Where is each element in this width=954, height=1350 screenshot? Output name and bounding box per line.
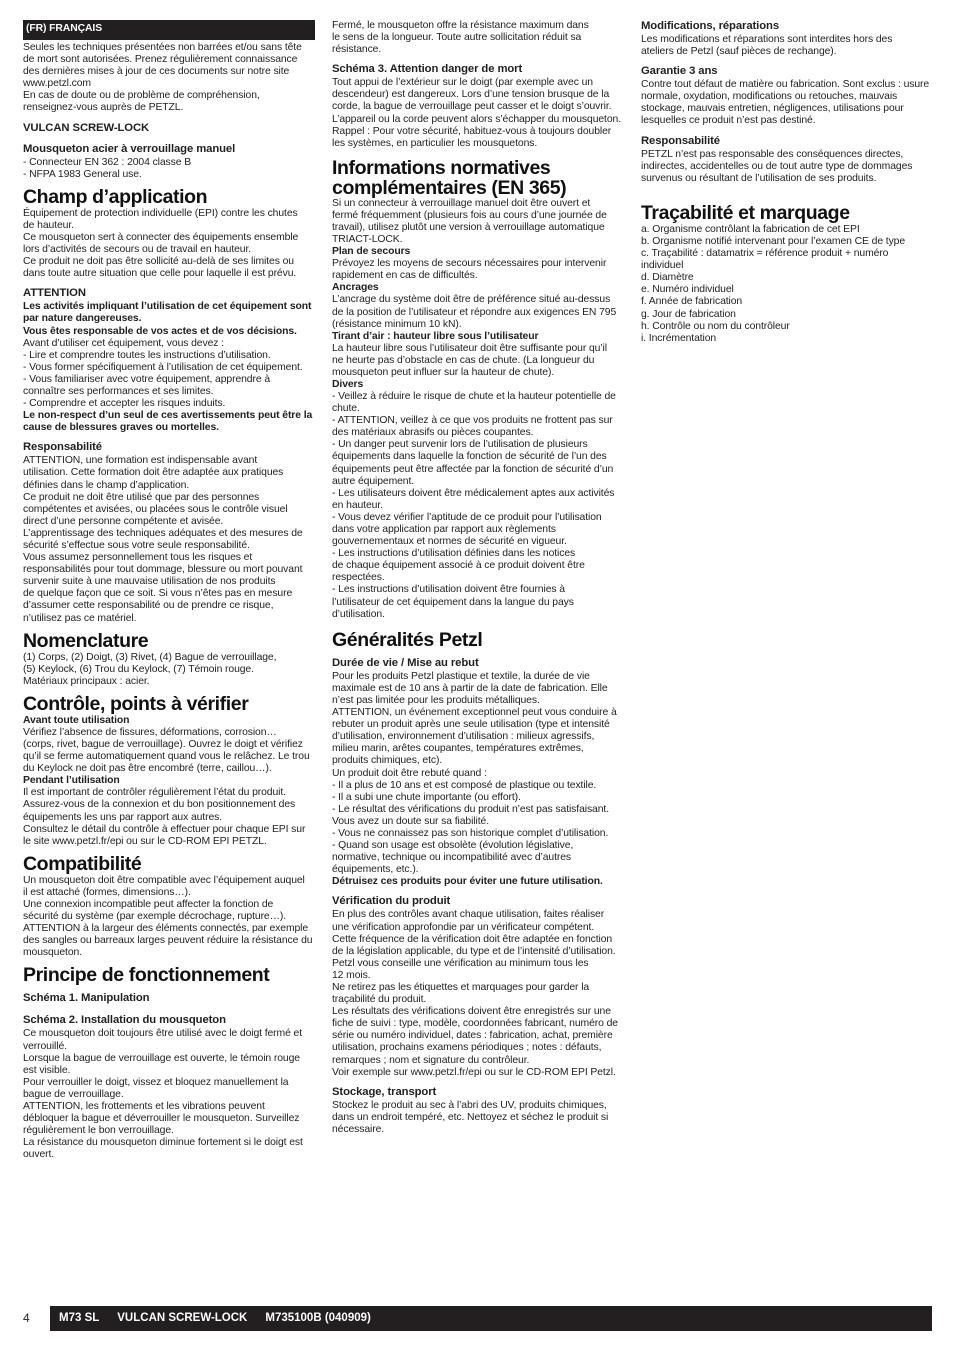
verification-text: En plus des contrôles avant chaque utilisation, faites réaliser une vérification approfondie par un vérificateur compétent. Cette fréquence de la vérification doit être adaptée en fonction de la législation applicable, du type et de l’intensité d’utilisation. Petzl vous conseille une vérification au minimum tous les 12 mois. Ne retirez pas les étiquettes et marquages pour garder la traçabilité du produit. Les résultats des vérifications doivent être enregistrés sur une fiche de suivi : type, modèle, coordonnées fabricant, numéro de série ou numéro individuel, dates : fabrication, achat, première utilisation, prochains examens périodiques ; notes : défauts, remarques ; nom et signature du contrôleur. Voir exemple sur www.petzl.fr/epi ou sur le CD-ROM EPI Petzl. <box>332 909 618 1078</box>
schema-2-heading: Schéma 2. Installation du mousqueton <box>23 1014 226 1027</box>
product-description: Mousqueton acier à verrouillage manuel <box>23 142 236 155</box>
page-number: 4 <box>23 1311 30 1325</box>
tirant-air-text: La hauteur libre sous l’utilisateur doit être suffisante pour qu’il ne heurte pas d’obstacle en cas de chute. (La longueur du mousqueton peut influer sur la hauteur de chute). <box>332 342 607 378</box>
attention-bold-2: Vous êtes responsable de vos actes et de vos décisions. <box>23 325 297 337</box>
attention-text: Avant d’utiliser cet équipement, vous devez : - Lire et comprendre toutes les instructions d’utilisation. - Vous former spécifiquement à l’utilisation de cet équipement. - Vous familiariser avec votre équipement, apprendre à connaître ses performances et ses limites. - Comprendre et accepter les risques induits. <box>23 337 303 410</box>
section-title-nomenclature: Nomenclature <box>23 629 149 652</box>
section-title-generalites: Généralités Petzl <box>332 628 483 651</box>
modifications-text: Les modifications et réparations sont interdites hors des ateliers de Petzl (sauf pièces de rechange). <box>641 34 893 58</box>
garantie-heading: Garantie 3 ans <box>641 65 718 78</box>
column-right <box>641 20 933 345</box>
section-title-champ: Champ d’application <box>23 185 208 208</box>
duree-vie-bold: Détruisez ces produits pour éviter une future utilisation. <box>332 876 603 888</box>
schema-1-heading: Schéma 1. Manipulation <box>23 992 150 1005</box>
footer-reference: M735100B (040909) <box>265 1312 371 1324</box>
principe-text: Ce mousqueton doit toujours être utilisé avec le doigt fermé et verrouillé. Lorsque la bague de verrouillage est ouverte, le témoin rouge est visible. Pour verrouiller le doigt, vissez et bloquez manuellement la bague de verrouillage. ATTENTION, les frottements et les vibrations peuvent débloquer la bague et déverrouiller le mousqueton. Surveillez régulièrement le bon verrouillage. La résistance du mousqueton diminue fortement si le doigt est ouvert. <box>23 1028 303 1161</box>
responsabilite-petzl-text: PETZL n’est pas responsable des conséquences directes, indirectes, accidentelles ou de tout autre type de dommages survenus ou résultant de l’utilisation de ses produits. <box>641 148 913 184</box>
footer-bar <box>50 1306 932 1331</box>
compatibilite-text: Un mousqueton doit être compatible avec l’équipement auquel il est attaché (formes, dimensions…). Une connexion incompatible peut affecter la fonction de sécurité du système (par exemple décrochage, rupture…). ATTENTION à la largeur des éléments connectés, par exemple des sangles ou barreaux larges peuvent réduire la résistance du mousqueton. <box>23 874 313 959</box>
ancrages-text: L’ancrage du système doit être de préférence situé au-dessus de la position de l’utilisateur et répondre aux exigences EN 795 (résistance minimum 10 kN). <box>332 294 617 330</box>
modifications-heading: Modifications, réparations <box>641 20 780 32</box>
ancrages-heading: Ancrages <box>332 282 379 294</box>
section-title-principe: Principe de fonctionnement <box>23 964 270 987</box>
responsabilite-text: ATTENTION, une formation est indispensable avant utilisation. Cette formation doit être adaptée aux pratiques définies dans le champ d’application. Ce produit ne doit être utilisé que par des personnes compétentes et avisées, ou placées sous le contrôle visuel direct d’une personne compétente et avisée. L’apprentissage des techniques adéquates et des mesures de sécurité s’effectue sous votre seule responsabilité. Vous assumez personnellement tous les risques et responsabilités pour tout dommage, blessure ou mort pouvant survenir suite à une mauvaise utilisation de nos produits de quelque façon que ce soit. Si vous n’êtes pas en mesure d’assumer cette responsabilité ou de prendre ce risque, n’utilisez pas ce matériel. <box>23 455 303 624</box>
duree-vie-heading: Durée de vie / Mise au rebut <box>332 656 479 669</box>
product-name: VULCAN SCREW-LOCK <box>23 121 150 134</box>
schema-3-text: Tout appui de l’extérieur sur le doigt (par exemple avec un descendeur) est dangereux. Lors d’une tension brusque de la corde, la bague de verrouillage peut casser et le doigt s’ouvrir. L’appareil ou la corde peuvent alors s’échapper du mousqueton. Rappel : Pour votre sécurité, habituez-vous à toujours doubler les systèmes, en particulier les mousquetons. <box>332 77 621 149</box>
column-left <box>23 20 315 1161</box>
product-norms: - Connecteur EN 362 : 2004 classe B - NFPA 1983 General use. <box>23 156 192 180</box>
champ-text: Équipement de protection individuelle (EPI) contre les chutes de hauteur. Ce mousqueton sert à connecter des équipements ensemble lors d’activités de secours ou de travail en hauteur. Ce produit ne doit pas être sollicité au-delà de ses limites ou dans toute autre situation que celle pour laquelle il est prévu. <box>23 207 299 280</box>
section-title-informations-normatives: Informations normatives complémentaires (EN 365) <box>332 156 567 199</box>
responsabilite-heading: Responsabilité <box>23 441 102 454</box>
attention-bold-3: Le non-respect d’un seul de ces avertissements peut être la cause de blessures graves ou mortelles. <box>23 410 313 434</box>
controle-pendant-text: Il est important de contrôler régulièrement l’état du produit. Assurez-vous de la connexion et du bon positionnement des équipements les uns par rapport aux autres. Consultez le détail du contrôle à effectuer pour chaque EPI sur le site www.petzl.fr/epi ou sur le CD-ROM EPI PETZL. <box>23 787 306 847</box>
controle-pendant-heading: Pendant l’utilisation <box>23 775 120 787</box>
intro-text: Seules les techniques présentées non barrées et/ou sans tête de mort sont autorisées. Prenez régulièrement connaissance des dernières mises à jour de ces documents sur notre site www.petzl.com En cas de doute ou de problème de compréhension, renseignez-vous auprès de PETZL. <box>23 42 302 114</box>
plan-secours-heading: Plan de secours <box>332 246 411 258</box>
nomenclature-text: (1) Corps, (2) Doigt, (3) Rivet, (4) Bague de verrouillage, (5) Keylock, (6) Trou du Keylock, (7) Témoin rouge. Matériaux principaux : acier. <box>23 651 277 687</box>
divers-text: - Veillez à réduire le risque de chute et la hauteur potentielle de chute. - ATTENTION, veillez à ce que vos produits ne frottent pas sur des matériaux abrasifs ou pièces coupantes. - Un danger peut survenir lors de l’utilisation de plusieurs équipements dans laquelle la fonction de sécurité de l’un des équipements peut être affectée par la fonction de sécurité d’un autre équipement. - Les utilisateurs doivent être médicalement aptes aux activités en hauteur. - Vous devez vérifier l’aptitude de ce produit pour l’utilisation dans votre application par rapport aux règlements gouvernementaux et normes de sécurité en vigueur. - Les instructions d’utilisation définies dans les notices de chaque équipement associé à ce produit doivent être respectées. - Les instructions d’utilisation doivent être fournies à l’utilisateur de cet équipement dans la langue du pays d’utilisation. <box>332 390 616 620</box>
tracabilite-text: a. Organisme contrôlant la fabrication de cet EPI b. Organisme notifié intervenant pour l’examen CE de type c. Traçabilité : datamatrix = référence produit + numéro individuel d. Diamètre e. Numéro individuel f. Année de fabrication g. Jour de fabrication h. Contrôle ou nom du contrôleur i. Incrémentation <box>641 223 906 344</box>
plan-secours-text: Prévoyez les moyens de secours nécessaires pour intervenir rapidement en cas de difficultés. <box>332 258 607 282</box>
garantie-text: Contre tout défaut de matière ou fabrication. Sont exclus : usure normale, oxydation, modifications ou retouches, mauvais stockage, mauvais entretien, négligences, utilisations pour lesquelles ce produit n’est pas destiné. <box>641 79 930 127</box>
footer-product-name: VULCAN SCREW-LOCK <box>117 1312 248 1324</box>
responsabilite-petzl-heading: Responsabilité <box>641 134 720 147</box>
duree-vie-text: Pour les produits Petzl plastique et textile, la durée de vie maximale est de 10 ans à partir de la date de fabrication. Elle n’est pas limitée pour les produits métalliques. ATTENTION, un événement exceptionnel peut vous conduire à rebuter un produit après une seule utilisation (type et intensité d’utilisation, environnement d’utilisation : milieux agressifs, milieu marin, arêtes coupantes, températures extrêmes, produits chimiques, etc). Un produit doit être rebuté quand : - Il a plus de 10 ans et est composé de plastique ou textile. - Il a subi une chute importante (ou effort). - Le résultat des vérifications du produit n’est pas satisfaisant. Vous avez un doute sur sa fiabilité. - Vous ne connaissez pas son historique complet d’utilisation. - Quand son usage est obsolète (évolution législative, normative, technique ou incompatibilité avec d’autres équipements, etc.). <box>332 670 617 876</box>
stockage-text: Stockez le produit au sec à l’abri des UV, produits chimiques, dans un endroit tempéré, etc. Nettoyez et séchez le produit si nécessaire. <box>332 1099 609 1135</box>
section-title-compatibilite: Compatibilité <box>23 852 142 875</box>
divers-heading: Divers <box>332 378 364 390</box>
footer-code: M73 SL <box>59 1312 100 1324</box>
info-norm-text: Si un connecteur à verrouillage manuel doit être ouvert et fermé fréquemment (plusieurs fois au cours d’une journée de travail), utilisez plutôt une version à verrouillage automatique TRIACT-LOCK. <box>332 197 607 246</box>
section-title-tracabilite: Traçabilité et marquage <box>641 201 850 224</box>
tirant-air-heading: Tirant d’air : hauteur libre sous l’utilisateur <box>332 330 539 342</box>
attention-bold-1: Les activités impliquant l’utilisation de cet équipement sont par nature dangereuses. <box>23 301 312 325</box>
controle-avant-heading: Avant toute utilisation <box>23 714 130 726</box>
language-header: (FR) FRANÇAIS <box>23 20 315 40</box>
principe-text-continued: Fermé, le mousqueton offre la résistance maximum dans le sens de la longueur. Toute autre sollicitation réduit sa résistance. <box>332 20 589 56</box>
page-footer <box>23 1306 932 1331</box>
stockage-heading: Stockage, transport <box>332 1085 437 1098</box>
schema-3-heading: Schéma 3. Attention danger de mort <box>332 63 523 76</box>
column-middle <box>332 20 624 1136</box>
section-title-controle: Contrôle, points à vérifier <box>23 692 249 715</box>
verification-heading: Vérification du produit <box>332 895 451 908</box>
controle-avant-text: Vérifiez l’absence de fissures, déformations, corrosion… (corps, rivet, bague de verrouillage). Ouvrez le doigt et vérifiez qu’il se ferme automatiquement quand vous le relâchez. Le trou du Keylock ne doit pas être encombré (terre, caillou…). <box>23 726 310 775</box>
attention-heading: ATTENTION <box>23 287 86 300</box>
